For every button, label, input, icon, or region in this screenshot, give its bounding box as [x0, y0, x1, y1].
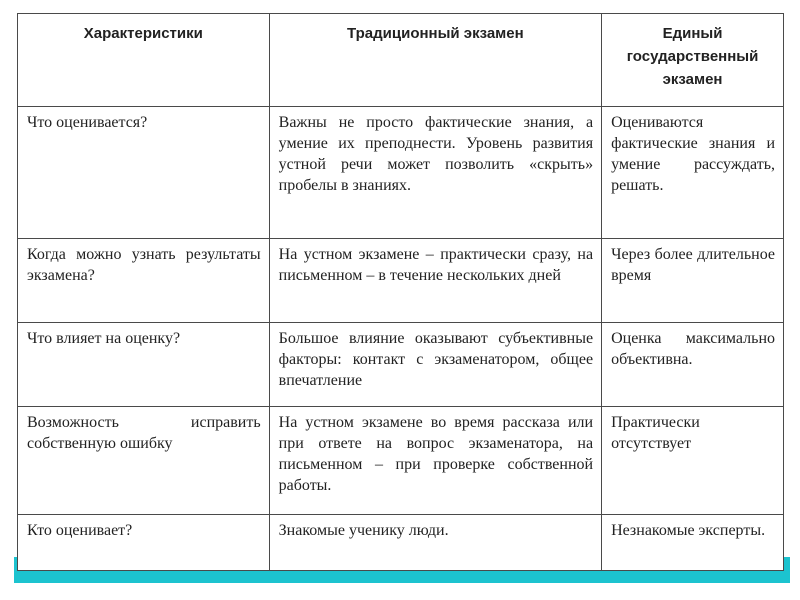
- header-traditional-exam: Традиционный экзамен: [269, 14, 601, 107]
- table-row: [18, 515, 784, 571]
- cell-unified: Оцениваются фактические знания и умение рассуждать, решать.: [602, 107, 784, 239]
- cell-characteristic: Когда можно узнать результаты экзамена?: [18, 239, 270, 323]
- cell-traditional: Большое влияние оказывают субъективные факторы: контакт с экзаменатором, общее впечатление: [269, 323, 601, 407]
- cell-characteristic: Что влияет на оценку?: [18, 323, 270, 407]
- cell-traditional: На устном экзамене – практически сразу, на письменном – в течение нескольких дней: [269, 239, 601, 323]
- header-characteristics: Характеристики: [18, 14, 270, 107]
- table-header-row: [18, 14, 784, 107]
- cell-characteristic: Кто оценивает?: [18, 515, 270, 571]
- table-row: [18, 323, 784, 407]
- comparison-table: [17, 13, 784, 571]
- table-row: [18, 407, 784, 515]
- cell-traditional: Знакомые ученику люди.: [269, 515, 601, 571]
- cell-traditional: Важны не просто фактические знания, а умение их преподнести. Уровень развития устной речи может позволить «скрыть» пробелы в знаниях.: [269, 107, 601, 239]
- cell-unified: Оценка максимально объективна.: [602, 323, 784, 407]
- cell-characteristic: Что оценивается?: [18, 107, 270, 239]
- header-unified-exam: Единый государственный экзамен: [602, 14, 784, 107]
- cell-characteristic: Возможность исправить собственную ошибку: [18, 407, 270, 515]
- cell-unified: Практически отсутствует: [602, 407, 784, 515]
- table-row: [18, 107, 784, 239]
- cell-unified: Через более длительное время: [602, 239, 784, 323]
- table-row: [18, 239, 784, 323]
- cell-traditional: На устном экзамене во время рассказа или при ответе на вопрос экзаменатора, на письменном – при проверке собственной работы.: [269, 407, 601, 515]
- cell-unified: Незнакомые эксперты.: [602, 515, 784, 571]
